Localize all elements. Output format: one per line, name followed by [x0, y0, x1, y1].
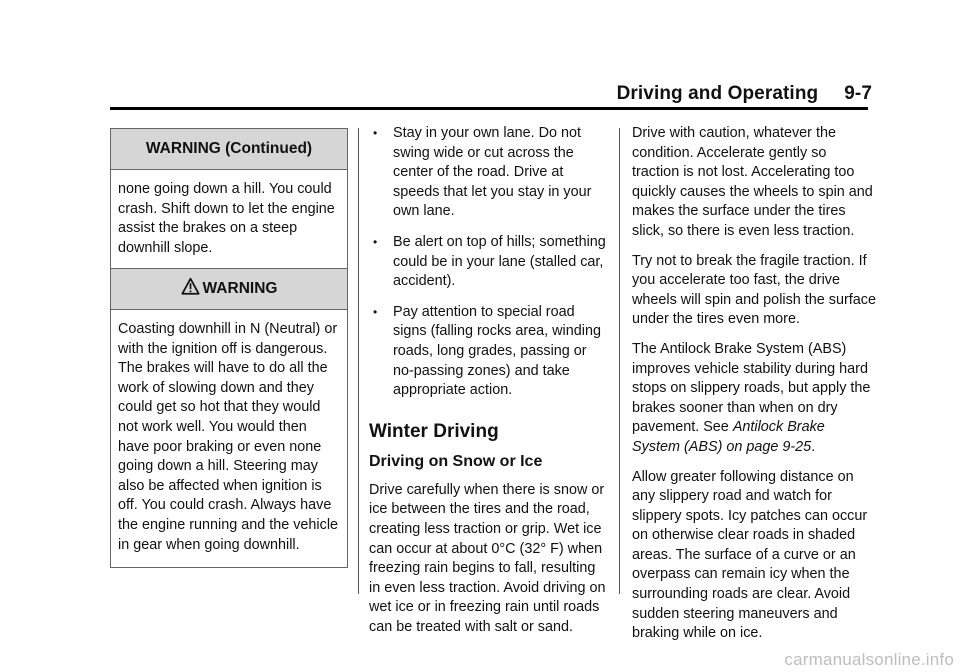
warning-continued-title: WARNING (Continued)	[111, 129, 347, 170]
list-item	[369, 303, 609, 401]
section-title: Driving and Operating	[616, 83, 819, 104]
right-column	[632, 124, 876, 654]
bullet-icon: •	[373, 304, 378, 319]
body-paragraph	[632, 340, 876, 458]
bullet-icon: •	[373, 234, 378, 249]
bullet-text: Be alert on top of hills; something could be in your lane (stalled car, accident).	[393, 233, 606, 290]
list-item	[369, 124, 609, 222]
section-heading: Winter Driving	[369, 420, 499, 442]
page-number: 9-7	[844, 83, 872, 104]
page-header	[617, 83, 872, 105]
list-item	[369, 233, 609, 292]
warning-body: Coasting downhill in N (Neutral) or with the ignition off is dangerous. The brakes will have to do all the work of slowing down and they could get so hot that they would not work well. You would then have poor braking or even none going down a hill. Steering may also be affected when ignition is off. You could crash. Always have the engine running and the vehicle in gear when going downhill.	[118, 321, 339, 553]
warning-title: WARNING	[202, 280, 278, 297]
body-paragraph: Try not to break the fragile traction. If you accelerate too fast, the drive wheels will spin and polish the surface under the tires even more.	[632, 252, 876, 328]
column-divider-right	[619, 128, 620, 594]
middle-column	[369, 124, 609, 647]
warning-continued-box	[110, 128, 348, 271]
warning-header	[111, 269, 347, 310]
warning-triangle-icon	[181, 272, 200, 291]
bullet-icon: •	[373, 126, 378, 140]
abs-text: The Antilock Brake System (ABS) improves vehicle stability during hard stops on slippery roads, but apply the brakes sooner than when on dry pavement. See	[632, 340, 871, 436]
body-paragraph: Allow greater following distance on any slippery road and watch for slippery spots. Icy patches can occur on otherwise clear roads in shaded areas. The surface of a curve or an overpass can remain icy when the surrounding roads are clear. Avoid sudden steering maneuvers and braking while on ice.	[632, 468, 868, 642]
body-paragraph: Drive carefully when there is snow or ice between the tires and the road, creating less traction or grip. Wet ice can occur at about 0°C (32° F) when freezing rain begins to fall, resulting in even less traction. Avoid driving on wet ice or in freezing rain until roads can be treated with salt or sand.	[369, 481, 606, 635]
cross-reference-link[interactable]: Antilock Brake System (ABS) on page 9-25	[632, 419, 825, 455]
header-rule	[110, 107, 868, 110]
watermark: carmanualsonline.info	[784, 650, 954, 669]
bullet-text: Pay attention to special road signs (falling rocks area, winding roads, long grades, passing or no-passing zones) and take appropriate action.	[393, 303, 601, 399]
column-divider-left	[358, 128, 359, 594]
subsection-heading: Driving on Snow or Ice	[369, 452, 543, 470]
warning-box	[110, 268, 348, 568]
body-paragraph: Drive with caution, whatever the condition. Accelerate gently so traction is not lost. Accelerating too quickly causes the wheels to spin and makes the surface under the tires slick, so there is even less traction.	[632, 125, 873, 239]
bullet-text: Stay in your own lane. Do not swing wide or cut across the center of the road. Drive at speeds that let you stay in your own lane.	[393, 125, 592, 220]
abs-text-end: .	[811, 438, 816, 455]
warning-continued-body: none going down a hill. You could crash. Shift down to let the engine assist the brakes on a steep downhill slope.	[118, 181, 335, 256]
